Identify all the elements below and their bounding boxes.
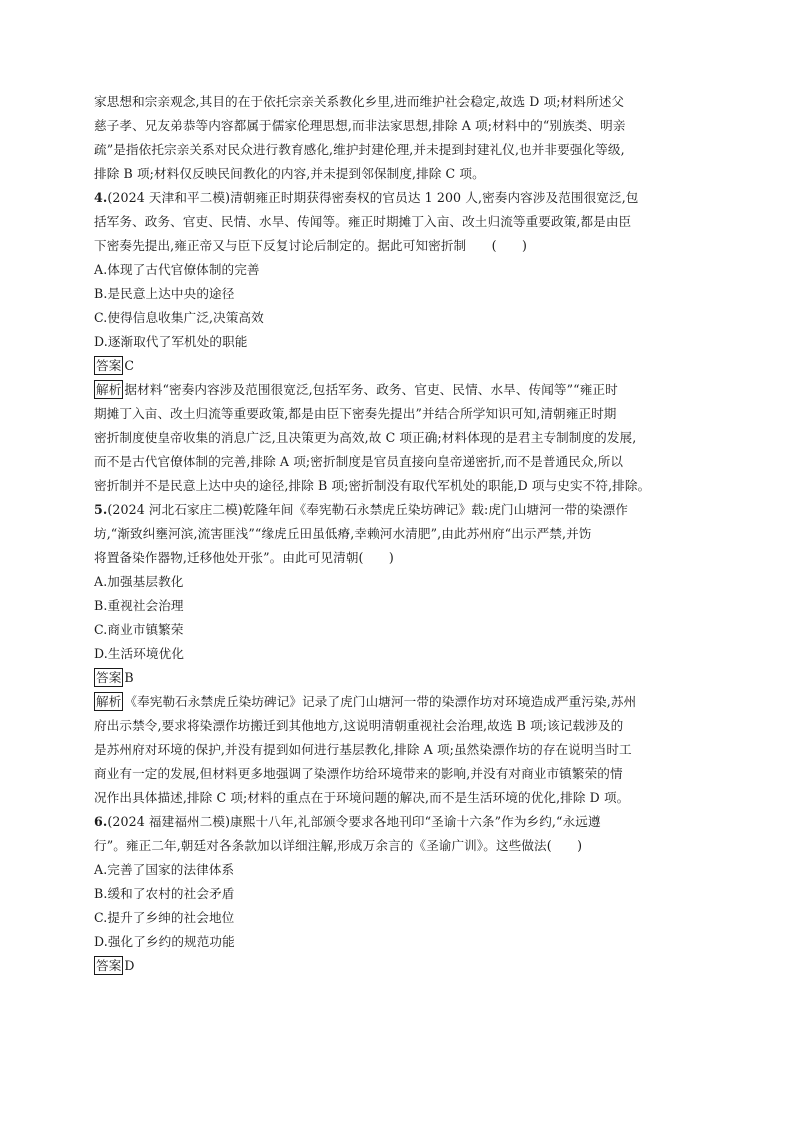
analysis-line: 密折制度使皇帝收集的消息广泛,且决策更为高效,故 C 项正确;材料体现的是君主专制制度的发展, <box>94 430 637 445</box>
question-5 <box>94 498 706 810</box>
answer-value: C <box>124 358 135 373</box>
option-b: B.是民意上达中央的途径 <box>94 286 235 301</box>
option-b: B.重视社会治理 <box>94 598 184 613</box>
text-line: 家思想和宗亲观念,其目的在于依托宗亲关系教化乡里,进而维护社会稳定,故选 D 项;材料所述父 <box>94 94 625 109</box>
question-stem-line: 5.(2024 河北石家庄二模)乾隆年间《奉宪勒石永禁虎丘染坊碑记》载:虎门山塘河一带的染漂作 <box>94 502 628 517</box>
analysis-line: 解析 据材料“密奏内容涉及范围很宽泛,包括军务、政务、官吏、民情、水旱、传闻等”“雍正时 <box>96 382 618 397</box>
analysis-line: 况作出具体描述,排除 C 项;材料的重点在于环境问题的解决,而不是生活环境的优化,排除 D 项。 <box>94 790 630 805</box>
answer-value: D <box>124 958 135 973</box>
text-line: 慈子孝、兄友弟恭等内容都属于儒家伦理思想,而非法家思想,排除 A 项;材料中的“别族类、明亲 <box>94 118 626 133</box>
option-d: D.生活环境优化 <box>94 646 185 661</box>
option-b: B.缓和了农村的社会矛盾 <box>94 886 235 901</box>
question-number: 4. <box>94 190 108 205</box>
analysis-line: 商业有一定的发展,但材料更多地强调了染漂作坊给环境带来的影响,并没有对商业市镇繁荣的情 <box>94 766 623 781</box>
question-stem-line: 坊,“渐致纠壅河滨,流害匪浅”“缘虎丘田虽低瘠,幸赖河水清肥”,由此苏州府“出示严禁,并饬 <box>94 526 592 541</box>
intro-paragraph <box>94 90 706 186</box>
analysis-line: 期摊丁入亩、改土归流等重要政策,都是由臣下密奏先提出”并结合所学知识可知,清朝雍正时期 <box>94 406 617 421</box>
option-a: A.体现了古代官僚体制的完善 <box>94 262 260 277</box>
answer-tag: 答案 <box>96 670 122 685</box>
option-d: D.强化了乡约的规范功能 <box>94 934 235 949</box>
option-d: D.逐渐取代了军机处的职能 <box>94 334 248 349</box>
analysis-tag: 解析 <box>96 694 122 709</box>
analysis-line: 解析 《奉宪勒石永禁虎丘染坊碑记》记录了虎门山塘河一带的染漂作坊对环境造成严重污染,苏州 <box>96 694 637 709</box>
answer-value: B <box>124 670 134 685</box>
analysis-line: 是苏州府对环境的保护,并没有提到如何进行基层教化,排除 A 项;虽然染漂作坊的存在说明当时工 <box>94 742 632 757</box>
option-c: C.使得信息收集广泛,决策高效 <box>94 310 264 325</box>
answer-line <box>94 954 706 978</box>
question-6 <box>94 810 706 978</box>
answer-line <box>94 666 706 690</box>
answer-tag: 答案 <box>96 958 122 973</box>
question-number: 5. <box>94 502 108 517</box>
question-stem-line: 行”。雍正二年,朝廷对各条款加以详细注解,形成万余言的《圣谕广训》。这些做法( ) <box>94 838 583 853</box>
text-line: 排除 B 项;材料仅反映民间教化的内容,并未提到邻保制度,排除 C 项。 <box>94 166 485 181</box>
analysis-tag: 解析 <box>96 382 122 397</box>
option-a: A.加强基层教化 <box>94 574 184 589</box>
option-c: C.商业市镇繁荣 <box>94 622 184 637</box>
option-a: A.完善了国家的法律体系 <box>94 862 235 877</box>
question-stem-line: 6.(2024 福建福州二模)康熙十八年,礼部颁令要求各地刊印“圣谕十六条”作为乡约,“永远遵 <box>94 814 601 829</box>
question-stem-line: 将置备染作器物,迁移他处开张”。由此可见清朝( ) <box>94 550 394 565</box>
text-line: 疏”是指依托宗亲关系对民众进行教育感化,维护封建伦理,并未提到封建礼仪,也并非要强化等级, <box>94 142 625 157</box>
answer-line <box>94 354 706 378</box>
question-4 <box>94 186 706 498</box>
analysis-line: 而不是古代官僚体制的完善,排除 A 项;密折制度是官员直接向皇帝递密折,而不是普通民众,所以 <box>94 454 624 469</box>
analysis-line: 密折制并不是民意上达中央的途径,排除 B 项;密折制没有取代军机处的职能,D 项与史实不符,排除。 <box>94 478 651 493</box>
analysis-line: 府出示禁令,要求将染漂作坊搬迁到其他地方,这说明清朝重视社会治理,故选 B 项;该记载涉及的 <box>94 718 624 733</box>
question-number: 6. <box>94 814 108 829</box>
answer-tag: 答案 <box>96 358 122 373</box>
option-c: C.提升了乡绅的社会地位 <box>94 910 235 925</box>
document-body <box>94 90 706 978</box>
question-stem-line: 括军务、政务、官吏、民情、水旱、传闻等。雍正时期摊丁入亩、改土归流等重要政策,都是由臣 <box>94 214 632 229</box>
question-stem-line: 下密奏先提出,雍正帝又与臣下反复讨论后制定的。据此可知密折制 ( ) <box>94 238 528 253</box>
question-stem-line: 4.(2024 天津和平二模)清朝雍正时期获得密奏权的官员达 1 200 人,密奏内容涉及范围很宽泛,包 <box>94 190 639 205</box>
